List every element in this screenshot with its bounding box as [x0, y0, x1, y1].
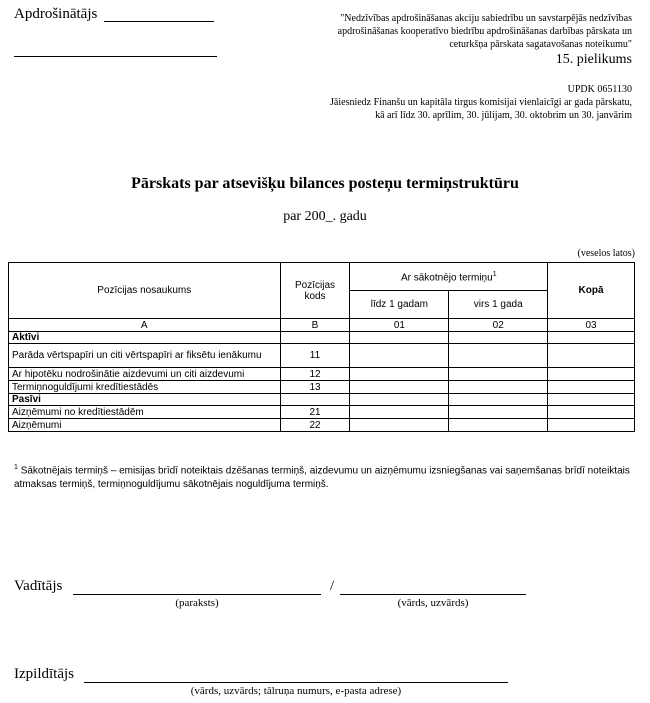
header-original-term: [350, 263, 548, 291]
table-row: [9, 344, 635, 368]
appendix-number: 15. pielikums: [555, 52, 632, 67]
row-code: 12: [280, 368, 350, 381]
header-total: Kopā: [548, 263, 635, 319]
header-term-label: Ar sākotnējo termiņu: [400, 272, 493, 284]
cell-total[interactable]: [548, 368, 635, 381]
insurer-line-1[interactable]: [104, 21, 214, 22]
slash: /: [330, 578, 335, 594]
row-code: 11: [280, 344, 350, 368]
regulation-line-2: apdrošināšanas kooperatīvo biedrību apdrošināšanas darbības pārskata un: [337, 26, 632, 37]
header-position-code: [280, 263, 350, 319]
section-liabilities: Pasīvi: [9, 394, 281, 406]
cell-total[interactable]: [548, 406, 635, 419]
insurer-label: Apdrošinātājs: [14, 6, 98, 22]
cell-over-1y[interactable]: [449, 368, 548, 381]
cell-under-1y[interactable]: [350, 381, 449, 394]
table-row: [9, 419, 635, 432]
submit-line-2: kā arī līdz 30. aprīlim, 30. jūlijam, 30. oktobrim un 30. janvārim: [375, 110, 632, 121]
header-code-line-2: kods: [304, 290, 326, 302]
row-name: Parāda vērtspapīri un citi vērtspapīri ar fiksētu ienākumu: [9, 344, 281, 368]
table-row: [9, 381, 635, 394]
letter-02: 02: [449, 319, 548, 332]
row-code: 21: [280, 406, 350, 419]
table-row: [9, 406, 635, 419]
row-name: Ar hipotēku nodrošinātie aizdevumi un citi aizdevumi: [9, 368, 281, 381]
row-name: Termiņnoguldījumi kredītiestādēs: [9, 381, 281, 394]
letter-a: A: [9, 319, 281, 332]
letter-b: B: [280, 319, 350, 332]
manager-name-line[interactable]: [340, 594, 526, 595]
row-name: Aizņēmumi no kredītiestādēm: [9, 406, 281, 419]
insurer-line-2[interactable]: [14, 56, 217, 57]
header-under-1-year: līdz 1 gadam: [350, 291, 449, 319]
cell-total[interactable]: [548, 381, 635, 394]
signature-caption: (paraksts): [175, 597, 219, 609]
row-code: 13: [280, 381, 350, 394]
cell-under-1y[interactable]: [350, 419, 449, 432]
name-caption: (vārds, uzvārds): [397, 597, 469, 609]
table-row: [9, 368, 635, 381]
manager-signature-line[interactable]: [73, 594, 321, 595]
section-assets: Aktīvi: [9, 332, 281, 344]
footnote-ref: 1: [492, 271, 497, 279]
row-code: 22: [280, 419, 350, 432]
period-subtitle: par 200_. gadu: [283, 209, 367, 224]
header-code-line-1: Pozīcijas: [294, 279, 335, 291]
footnote-text: Sākotnējais termiņš – emisijas brīdī noteiktais dzēšanas termiņš, aizdevumu un aizņēmumu izsniegšanas vai saņemšanas brīdī noteiktais atmaksas termiņš, termiņnoguldījumu sākotnējais noguldījuma termiņš.: [14, 465, 630, 491]
executor-caption: (vārds, uzvārds; tālruņa numurs, e-pasta adrese): [190, 685, 402, 697]
cell-over-1y[interactable]: [449, 419, 548, 432]
submit-line-1: Jāiesniedz Finanšu un kapitāla tirgus komisijai vienlaicīgi ar gada pārskatu,: [330, 97, 632, 108]
header-over-1-year: virs 1 gada: [449, 291, 548, 319]
footnote-mark: 1: [14, 464, 18, 471]
cell-under-1y[interactable]: [350, 368, 449, 381]
regulation-line-3: ceturkšņa pārskata sagatavošanas noteikumu": [449, 39, 632, 50]
cell-over-1y[interactable]: [449, 406, 548, 419]
form-code: UPDK 0651130: [567, 84, 632, 95]
manager-label: Vadītājs: [14, 578, 63, 594]
cell-over-1y[interactable]: [449, 381, 548, 394]
cell-total[interactable]: [548, 419, 635, 432]
row-name: Aizņēmumi: [9, 419, 281, 432]
cell-over-1y[interactable]: [449, 344, 548, 368]
header-position-name: Pozīcijas nosaukums: [9, 263, 281, 319]
units-note: (veselos latos): [577, 248, 635, 259]
executor-line[interactable]: [84, 682, 508, 683]
footnote: [14, 461, 634, 492]
letter-01: 01: [350, 319, 449, 332]
regulation-line-1: "Nedzīvības apdrošināšanas akciju sabiedrību un savstarpējās nedzīvības: [340, 13, 632, 24]
letter-03: 03: [548, 319, 635, 332]
term-structure-table: [8, 262, 635, 432]
page-title: Pārskats par atsevišķu bilances posteņu termiņstruktūru: [131, 175, 519, 192]
cell-under-1y[interactable]: [350, 344, 449, 368]
executor-label: Izpildītājs: [14, 666, 74, 682]
cell-total[interactable]: [548, 344, 635, 368]
cell-under-1y[interactable]: [350, 406, 449, 419]
